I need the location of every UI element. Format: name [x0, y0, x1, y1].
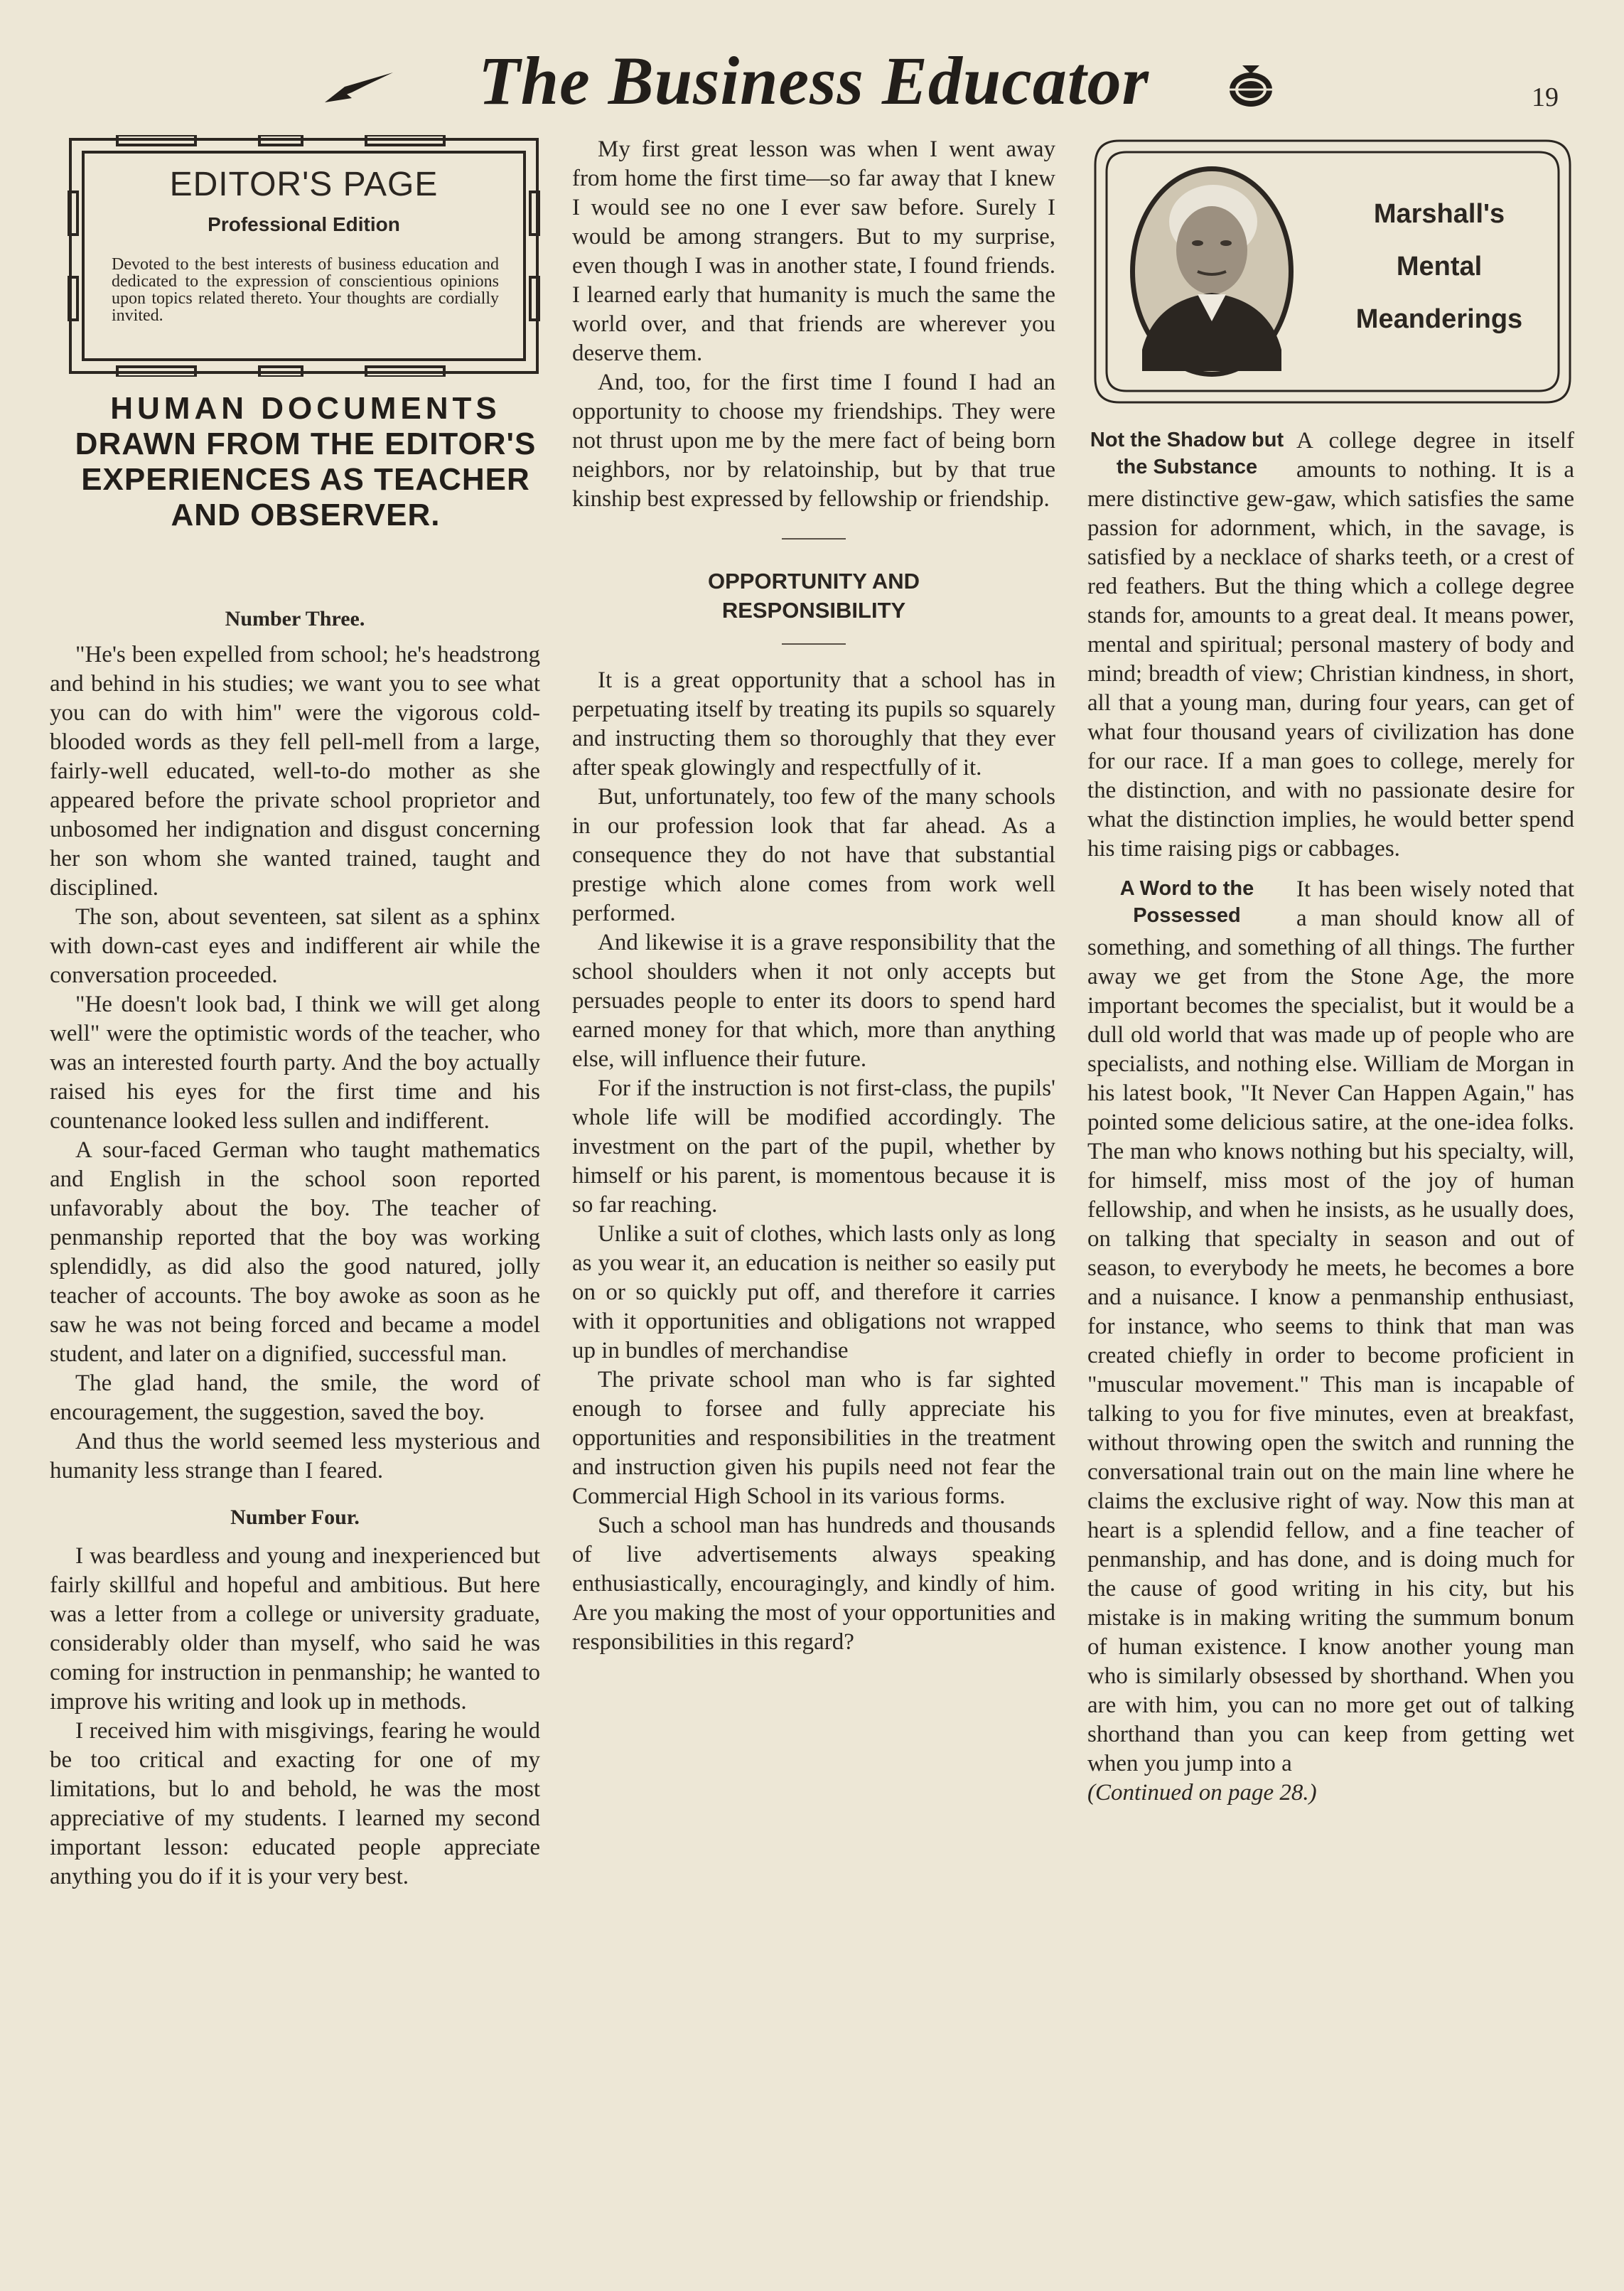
paragraph: The private school man who is far sighted enough to forsee and fully appreciate his opportunities and responsibilities in the treatment and instruction given his pupils need not fear the Commercial High School in its various forms. [572, 1367, 1055, 1509]
paragraph: "He's been expelled from school; he's headstrong and behind in his studies; we want you to see what you can do with him" were the vigorous cold-blooded words as they fell pell-mell from a large, fairly-well educated, well-to-do mother as she appeared before the private school proprietor and unbosomed her indignation and disgust concerning her son whom she wanted trained, taught and disciplined. [50, 642, 540, 901]
section-heading-number-three: Number Three. [225, 607, 365, 631]
editor-page-subtitle: Professional Edition [208, 213, 400, 235]
editor-page-box [68, 135, 540, 377]
continued-note: (Continued on page 28.) [1087, 1780, 1317, 1806]
paragraph: I received him with misgivings, fearing he would be too critical and exacting for one of my limitations, but lo and behold, he was the most appreciative of my students. I learned my second important lesson: educated people appreciate anything you do if it is your very best. [50, 1718, 540, 1889]
paragraph: And thus the world seemed less mysterious and humanity less strange than I feared. [50, 1429, 540, 1483]
paragraph: But, unfortunately, too few of the many schools in our profession look that far ahead. As a consequence they do not have that substantial prestige which alone comes from work well performed. [572, 784, 1055, 926]
editor-page-description: Devoted to the best interests of business education and dedicated to the expression of conscientious opinions upon topics related thereto. Your thoughts are cordially invited. [112, 255, 499, 325]
paragraph: It is a great opportunity that a school has in perpetuating itself by treating its pupils so squarely and instructing them so thoroughly that they ever after speak glowingly and respectfully of it. [572, 667, 1055, 780]
paragraph: I was beardless and young and inexperienced but fairly skillful and hopeful and ambitious. But here was a letter from a college or university graduate, considerably older than myself, who said he was coming for instruction in penmanship; he wanted to improve his writing and look up in methods. [50, 1543, 540, 1715]
sidehead-a-word: A Word to the Possessed [1119, 877, 1254, 927]
article-title-rest: DRAWN FROM THE EDITOR'S EXPERIENCES AS TEACHER AND OBSERVER. [75, 426, 537, 532]
paragraph: And likewise it is a grave responsibility that the school shoulders when it not only accepts but persuades people to enter its doors to spend hard earned money for that which, more than anything else, will influence their future. [572, 930, 1055, 1072]
article-title-line1: HUMAN DOCUMENTS [110, 391, 501, 426]
paragraph: And, too, for the first time I found I had an opportunity to choose my friendships. They were not thrust upon me by the mere fact of being born neighbors, nor by relatoinship, but by that true kinship best expressed by fellowship or friendship. [572, 370, 1055, 512]
editor-page-title: EDITOR'S PAGE [169, 166, 439, 203]
paragraph: The glad hand, the smile, the word of encouragement, the suggestion, saved the boy. [50, 1370, 540, 1425]
paragraph: Unlike a suit of clothes, which lasts only as long as you wear it, an education is neither so easily put on or so quickly put off, and therefore it carries with it opportunities and obligations not wrapped up in bundles of merchandise [572, 1221, 1055, 1363]
paragraph: A college degree in itself amounts to nothing. It is a mere distinctive gew-gaw, which satisfies the same passion for adornment, which, in the savage, is satisfied by a necklace of sharks teeth, or a crest of red feathers. But the thing which a college degree stands for, amounts to a great deal. It means power, mental and spiritual; personal mastery of body and mind; breadth of view; Christian kindness, in short, all that a young man, during four years, can get of what four thousand years of civilization has done for our race. If a man goes to college, merely for the distinction, and with no passionate desire for what the distinction implies, he would better spend his time raising pigs or cabbages. [1087, 428, 1574, 862]
paragraph: A sour-faced German who taught mathematics and English in the school soon reported unfavorably about the boy. The teacher of penmanship reported that the boy was working splendidly, as did also the good natured, jolly teacher of accounts. The boy awoke as soon as he saw he was not being forced and became a model student, and later on a dignified, successful man. [50, 1137, 540, 1367]
paragraph: It has been wisely noted that a man should know all of something, and something of all things. The further away we get from the Stone Age, the more important becomes the specialist, but it would be a dull old world that was made up of people who are specialists, and nothing else. William de Morgan in his latest book, "It Never Can Happen Again," has pointed some delicious satire, at the one-idea folks. The man who knows nothing but his specialty, will, for himself, miss most of the joy of human fellowship, and when he insists, as he usually does, on talking that specialty in season and out of season, to everybody he meets, he becomes a bore and a nuisance. I know a penmanship enthusiast, for instance, who seems to think that man was created chiefly in order to become proficient in "muscular movement." This man is incapable of talking to you for five minutes, even at breakfast, without throwing open the switch and running the conversational train out on the main line where he claims the exclusive right of way. Now this man at heart is a splendid fellow, and a fine teacher of penmanship, and has done, and is doing much for the cause of good writing in his city, but his mistake is in making writing the summum bonum of human existence. I know another young man who is similarly obsessed by shorthand. When you are with him, you can no more get out of talking shorthand than you can keep from getting wet when you jump into a [1087, 876, 1574, 1776]
section-heading-number-four: Number Four. [230, 1506, 360, 1529]
meanderings-title [1318, 188, 1560, 345]
column-3 [1087, 426, 1574, 1808]
globe-emblem-icon [1222, 58, 1279, 115]
masthead [0, 21, 1624, 128]
paragraph: Such a school man has hundreds and thousands of live advertisements always speaking enthusiastically, encouragingly, and kindly of him. Are you making the most of your opportunities and responsibilities in this regard? [572, 1513, 1055, 1655]
meanderings-title-line: Meanderings [1355, 304, 1523, 334]
column-1 [50, 604, 540, 1892]
page-number: 19 [1532, 82, 1559, 112]
quill-icon [323, 71, 394, 104]
paragraph: My first great lesson was when I went away from home the first time—so far away that I knew I would see no one I ever saw before. Surely I would be among strangers. But to my surprise, even though I was in another state, I found friends. I learned early that humanity is much the same the world over, and that friends are wherever you deserve them. [572, 136, 1055, 366]
divider [782, 643, 846, 645]
opportunity-heading: OPPORTUNITY AND RESPONSIBILITY [708, 569, 920, 623]
meanderings-title-line: Mental [1396, 252, 1483, 281]
sidehead-not-the-shadow: Not the Shadow but the Substance [1090, 429, 1284, 478]
paragraph: The son, about seventeen, sat silent as a sphinx with down-cast eyes and indifferent air while the conversation proceeded. [50, 904, 540, 988]
paragraph: For if the instruction is not first-class, the pupils' whole life will be modified accordingly. The investment on the part of the pupil, whether by himself or his parent, is momentous because it is so far reaching. [572, 1075, 1055, 1218]
article-title [50, 391, 561, 533]
publication-title: The Business Educator [478, 43, 1149, 119]
column-2 [572, 135, 1055, 1657]
meanderings-header-box [1091, 136, 1574, 407]
spacer [1087, 864, 1574, 875]
paragraph: "He doesn't look bad, I think we will get along well" were the optimistic words of the teacher, who was an interested fourth party. And the boy actually raised his eyes for the first time and his countenance looked less sullen and indifferent. [50, 992, 540, 1134]
meanderings-title-line: Marshall's [1373, 199, 1505, 229]
divider [782, 538, 846, 540]
